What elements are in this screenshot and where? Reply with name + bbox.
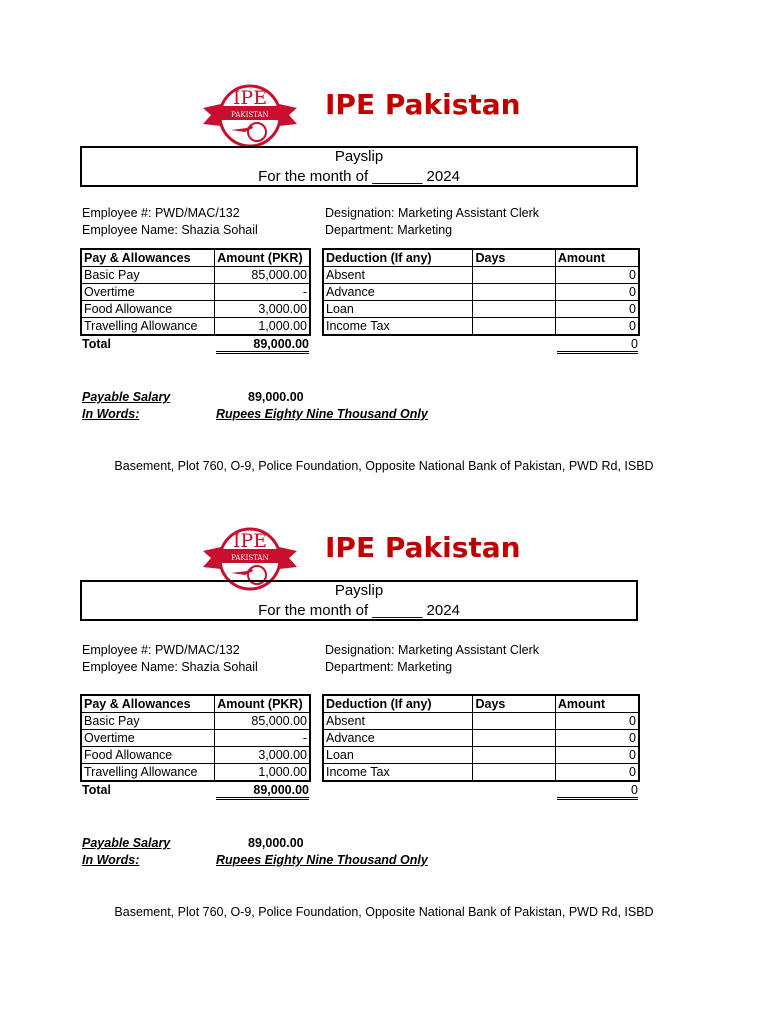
company-name: IPE Pakistan — [325, 88, 521, 121]
payslip-copy-1 — [0, 88, 768, 538]
row-amount: 0 — [555, 764, 639, 782]
deduction-total: 0 — [557, 337, 638, 354]
payable-salary-label: Payable Salary — [82, 390, 171, 404]
row-days — [473, 764, 555, 782]
table-row — [81, 764, 310, 782]
days-header: Days — [473, 249, 555, 267]
row-label: Basic Pay — [81, 713, 215, 730]
table-row — [323, 318, 639, 336]
total-label: Total — [82, 783, 111, 797]
payslip-title: Payslip — [334, 582, 384, 599]
employee-id: Employee #: PWD/MAC/132 — [82, 206, 240, 220]
row-amount: 0 — [555, 318, 639, 336]
department: Department: Marketing — [325, 660, 453, 674]
payable-salary-amount: 89,000.00 — [248, 836, 304, 850]
table-row — [81, 284, 310, 301]
table-header-row — [81, 249, 310, 267]
table-row — [81, 747, 310, 764]
row-amount: 0 — [555, 730, 639, 747]
row-label: Basic Pay — [81, 267, 215, 284]
payable-salary-amount: 89,000.00 — [248, 390, 304, 404]
payslip-title-box — [80, 580, 638, 621]
row-label: Absent — [323, 713, 473, 730]
pay-allowances-table — [80, 248, 311, 336]
row-label: Advance — [323, 730, 473, 747]
row-label: Travelling Allowance — [81, 764, 215, 782]
row-amount: 0 — [555, 747, 639, 764]
ipe-logo-icon — [201, 82, 299, 152]
table-row — [323, 730, 639, 747]
total-amount: 89,000.00 — [216, 337, 309, 354]
row-amount: - — [215, 284, 310, 301]
employee-id: Employee #: PWD/MAC/132 — [82, 643, 240, 657]
row-amount: 3,000.00 — [215, 747, 310, 764]
pay-allowances-table — [80, 694, 311, 782]
svg-text:PAKISTAN: PAKISTAN — [231, 554, 269, 562]
payable-salary-label: Payable Salary — [82, 836, 171, 850]
amount-header: Amount (PKR) — [215, 695, 310, 713]
row-days — [473, 713, 555, 730]
row-label: Travelling Allowance — [81, 318, 215, 336]
table-row — [81, 318, 310, 336]
payslip-title-box — [80, 146, 638, 187]
row-label: Overtime — [81, 284, 215, 301]
employee-name: Employee Name: Shazia Sohail — [82, 223, 258, 237]
deduction-header: Deduction (If any) — [323, 249, 473, 267]
table-row — [81, 730, 310, 747]
row-label: Loan — [323, 301, 473, 318]
designation: Designation: Marketing Assistant Clerk — [325, 206, 539, 220]
svg-text:IPE: IPE — [232, 87, 268, 109]
row-label: Income Tax — [323, 318, 473, 336]
table-row — [323, 267, 639, 284]
row-amount: 85,000.00 — [215, 267, 310, 284]
days-header: Days — [473, 695, 555, 713]
month-line: For the month of ______ 2024 — [258, 602, 460, 619]
payslip-copy-2 — [0, 531, 768, 981]
table-row — [81, 713, 310, 730]
pay-header: Pay & Allowances — [81, 695, 215, 713]
address: Basement, Plot 760, O-9, Police Foundation, Opposite National Bank of Pakistan, PWD Rd, ISBD — [114, 905, 654, 919]
row-amount: 0 — [555, 301, 639, 318]
svg-text:PAKISTAN: PAKISTAN — [231, 111, 269, 119]
row-amount: 0 — [555, 713, 639, 730]
row-label: Food Allowance — [81, 301, 215, 318]
row-days — [473, 267, 555, 284]
row-amount: 1,000.00 — [215, 318, 310, 336]
svg-text:IPE: IPE — [232, 530, 268, 552]
table-row — [323, 764, 639, 782]
row-days — [473, 730, 555, 747]
total-label: Total — [82, 337, 111, 351]
row-days — [473, 284, 555, 301]
deduction-header: Deduction (If any) — [323, 695, 473, 713]
deduction-amount-header: Amount — [555, 695, 639, 713]
row-amount: 0 — [555, 267, 639, 284]
deduction-table — [322, 694, 640, 782]
table-row — [81, 301, 310, 318]
row-amount: 85,000.00 — [215, 713, 310, 730]
table-row — [323, 747, 639, 764]
row-days — [473, 318, 555, 336]
row-amount: 1,000.00 — [215, 764, 310, 782]
address: Basement, Plot 760, O-9, Police Foundation, Opposite National Bank of Pakistan, PWD Rd, ISBD — [114, 459, 654, 473]
table-header-row — [323, 695, 639, 713]
company-name: IPE Pakistan — [325, 531, 521, 564]
in-words-label: In Words: — [82, 407, 140, 421]
row-label: Advance — [323, 284, 473, 301]
designation: Designation: Marketing Assistant Clerk — [325, 643, 539, 657]
row-days — [473, 301, 555, 318]
table-row — [323, 301, 639, 318]
table-row — [323, 284, 639, 301]
employee-name: Employee Name: Shazia Sohail — [82, 660, 258, 674]
row-label: Overtime — [81, 730, 215, 747]
department: Department: Marketing — [325, 223, 453, 237]
pay-header: Pay & Allowances — [81, 249, 215, 267]
row-amount: 0 — [555, 284, 639, 301]
table-row — [323, 713, 639, 730]
in-words-label: In Words: — [82, 853, 140, 867]
row-amount: 3,000.00 — [215, 301, 310, 318]
row-label: Income Tax — [323, 764, 473, 782]
deduction-total: 0 — [557, 783, 638, 800]
deduction-amount-header: Amount — [555, 249, 639, 267]
total-amount: 89,000.00 — [216, 783, 309, 800]
payslip-title: Payslip — [334, 148, 384, 165]
table-header-row — [323, 249, 639, 267]
row-label: Food Allowance — [81, 747, 215, 764]
in-words-value: Rupees Eighty Nine Thousand Only — [216, 853, 428, 867]
table-row — [81, 267, 310, 284]
amount-header: Amount (PKR) — [215, 249, 310, 267]
row-label: Absent — [323, 267, 473, 284]
row-label: Loan — [323, 747, 473, 764]
deduction-table — [322, 248, 640, 336]
row-amount: - — [215, 730, 310, 747]
in-words-value: Rupees Eighty Nine Thousand Only — [216, 407, 428, 421]
table-header-row — [81, 695, 310, 713]
month-line: For the month of ______ 2024 — [258, 168, 460, 185]
row-days — [473, 747, 555, 764]
